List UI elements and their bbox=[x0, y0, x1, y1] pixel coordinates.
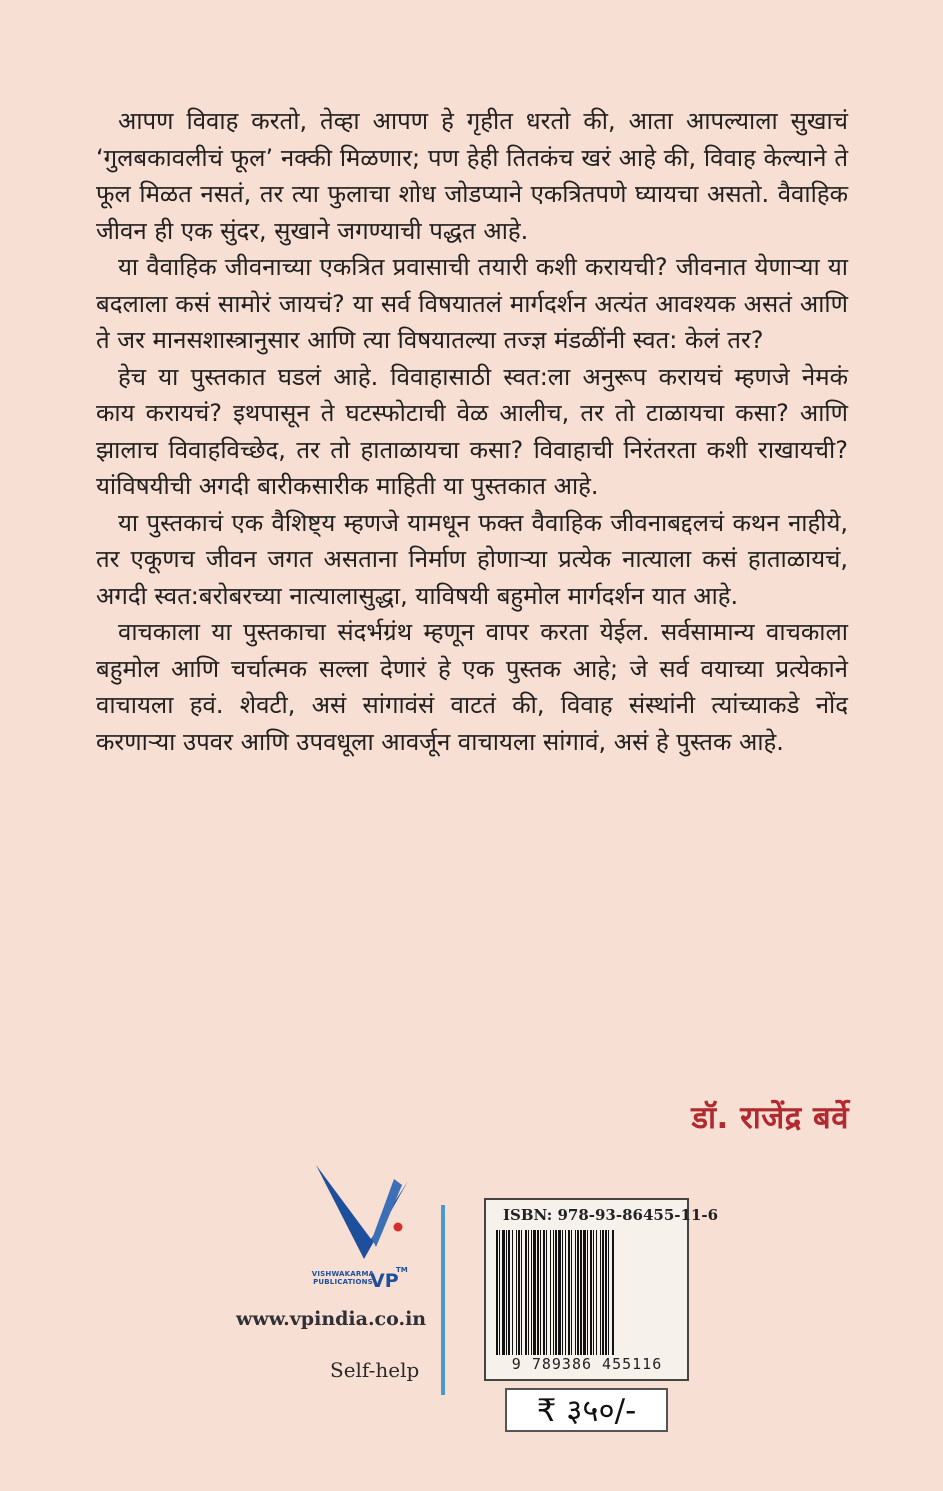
blurb-paragraph-3: हेच या पुस्तकात घडलं आहे. विवाहासाठी स्वत:ला अनुरूप करायचं म्हणजे नेमकं काय करायचं? इथपासून ते घटस्फोटाची वेळ आलीच, तर तो टाळायचा कसा? आणि झालाच विवाहविच्छेद, तर तो हाताळायचा कसा? विवाहाची निरंतरता कशी राखायची? यांविषयीची अगदी बारीकसारीक माहिती या पुस्तकात आहे. bbox=[96, 362, 848, 500]
blurb-paragraph-4: या पुस्तकाचं एक वैशिष्ट्य म्हणजे यामधून फक्त वैवाहिक जीवनाबद्दलचं कथन नाहीये, तर एकूणच जीवन जगत असताना निर्माण होणाऱ्या प्रत्येक नात्याला कसं हाताळायचं, अगदी स्वत:बरोबरच्या नात्यालासुद्धा, याविषयी बहुमोल मार्गदर्शन यात आहे. bbox=[96, 508, 848, 610]
isbn-label: ISBN: 978-93-86455-11-6 bbox=[503, 1206, 719, 1224]
blurb-paragraph-1: आपण विवाह करतो, तेव्हा आपण हे गृहीत धरतो की, आता आपल्याला सुखाचं ‘गुलबकावलीचं फूल’ नक्की मिळणार; पण हेही तितकंच खरं आहे की, विवाह केल्याने ते फूल मिळत नसतं, तर त्या फुलाचा शोध जोडप्याने एकत्रितपणे घ्यायचा असतो. वैवाहिक जीवन ही एक सुंदर, सुखाने जगण्याची पद्धत आहे. bbox=[96, 107, 848, 245]
author-name: डॉ. राजेंद्र बर्वे bbox=[691, 1100, 849, 1136]
publisher-website-link[interactable]: www.vpindia.co.in bbox=[236, 1308, 427, 1330]
back-cover-blurb bbox=[96, 103, 848, 760]
book-category: Self-help bbox=[330, 1358, 420, 1382]
blurb-paragraph-5: वाचकाला या पुस्तकाचा संदर्भग्रंथ म्हणून वापर करता येईल. सर्वसामान्य वाचकाला बहुमोल आणि चर्चात्मक सल्ला देणारं हे एक पुस्तक आहे; जे सर्व वयाच्या प्रत्येकाने वाचायला हवं. शेवटी, असं सांगावंसं वाटतं की, विवाह संस्थांनी त्यांच्याकडे नोंद करणाऱ्या उपवर आणि उपवधूला आवर्जून वाचायला सांगावं, असं हे पुस्तक आहे. bbox=[96, 618, 848, 756]
vp-logo-text: VP bbox=[370, 1270, 399, 1292]
blurb-paragraph-2: या वैवाहिक जीवनाच्या एकत्रित प्रवासाची तयारी कशी करायची? जीवनात येणाऱ्या या बदलाला कसं सामोरं जायचं? या सर्व विषयातलं मार्गदर्शन अत्यंत आवश्यक असतं आणि ते जर मानसशास्त्रानुसार आणि त्या विषयातल्या तज्ज्ञ मंडळींनी स्वत: केलं तर? bbox=[96, 253, 848, 354]
price-tag bbox=[505, 1388, 668, 1432]
vertical-divider bbox=[441, 1205, 445, 1395]
barcode-number: 9 789386 455116 bbox=[511, 1355, 663, 1373]
barcode-icon bbox=[494, 1230, 680, 1355]
publisher-name: VISHWAKARMA PUBLICATIONS bbox=[311, 1270, 375, 1286]
price-value: ₹ ३५०/- bbox=[536, 1393, 637, 1429]
trademark-label: TM bbox=[396, 1266, 408, 1274]
